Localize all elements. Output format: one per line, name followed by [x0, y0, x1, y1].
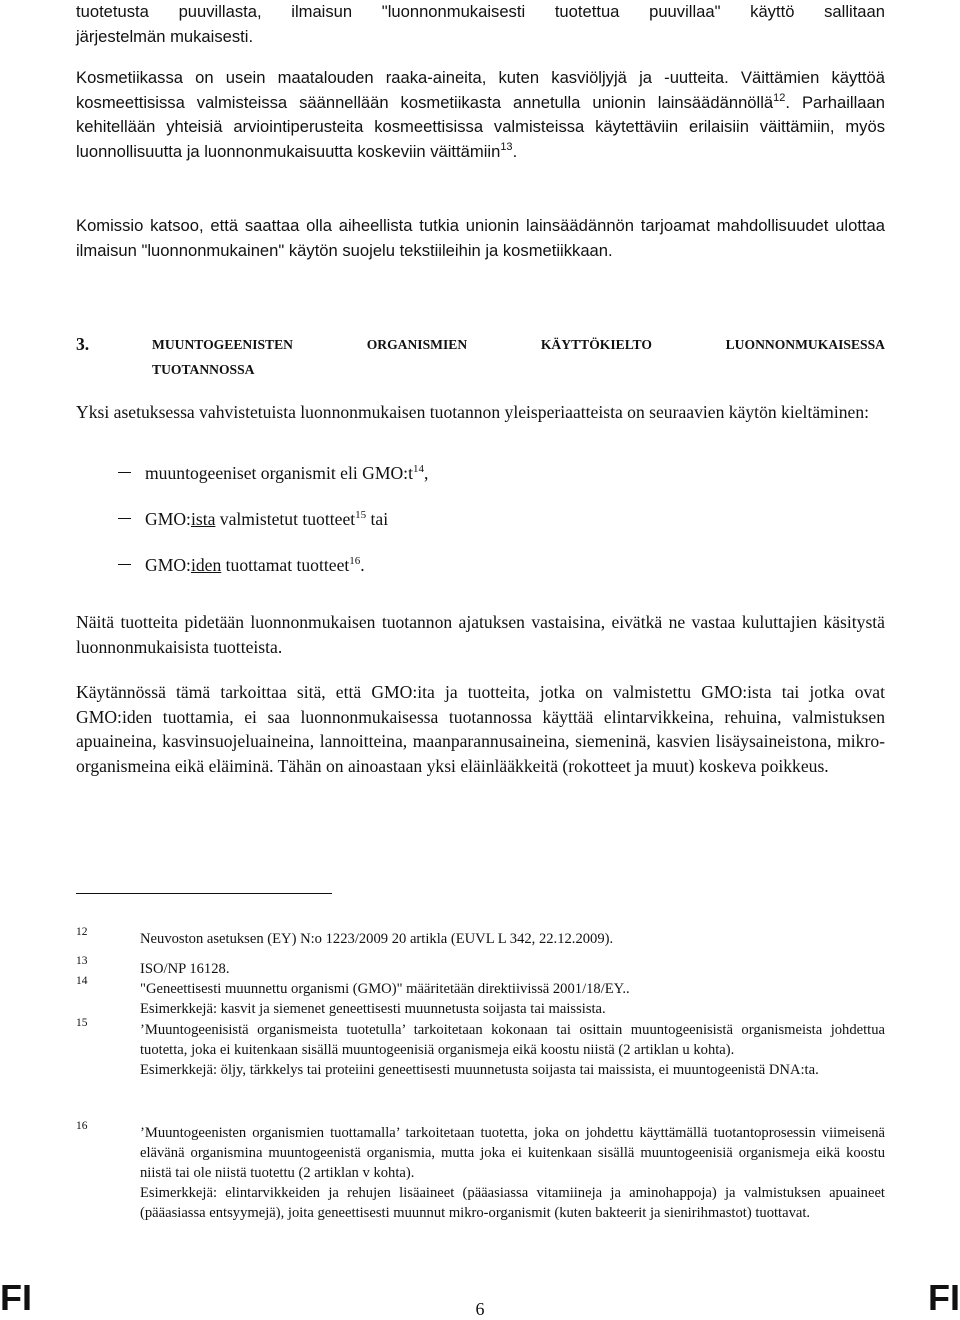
practice-paragraph: Käytännössä tämä tarkoittaa sitä, että GMO:ita ja tuotteita, jotka on valmistettu GMO:ista tai jotka ovat GMO:iden tuottamia, ei saa luonnonmukaisessa tuotannossa käyttää elintarvikkeina, rehuina, valmistuksen apuaineina, kasvinsuojeluaineina, lannoitteina, maanparannusaineina, siemeninä, kasvien lisäysaineistona, mikro-organismeina eikä eläiminä. Tähän on ainoastaan yksi eläinlääkkeitä (rokotteet ja muut) koskeva poikkeus.	[76, 682, 885, 776]
intro-paragraph: Yksi asetuksessa vahvistetuista luonnonmukaisen tuotannon yleisperiaatteista on seuraavien käytön kieltäminen:	[76, 402, 869, 422]
paragraph-text: .	[512, 141, 518, 161]
section-title-continued: TUOTANNOSSA	[152, 362, 255, 377]
footnote-15	[140, 1020, 885, 1080]
footnote-ref[interactable]: 13	[500, 140, 513, 153]
list-item-text: GMO:iden tuottamat tuotteet$^{16}$.	[145, 555, 365, 575]
footnote-ref[interactable]: 16	[349, 555, 361, 567]
dash-bullet	[118, 518, 131, 519]
footnote-number: 12	[76, 926, 88, 938]
footnote-line: Esimerkkejä: elintarvikkeiden ja rehujen lisäaineet (pääasiassa vitamiineja ja aminohappoja) ja valmistuksen apuaineet (pääasiassa entsyymejä), joita geneettisesti muunnut mikro-organismit (kuten bakteerit ja sienirihmastot) tuottavat.	[140, 1185, 885, 1221]
dash-bullet	[118, 564, 131, 565]
footnote-line: Esimerkkejä: kasvit ja siemenet geneettisesti muunnetusta soijasta tai maissista.	[140, 1001, 606, 1017]
footnote-line: Esimerkkejä: öljy, tärkkelys tai proteiini geneettisesti muunnetusta soijasta tai maissista, ei muuntogeenistä DNA:ta.	[140, 1062, 819, 1078]
footnote-13: ISO/NP 16128.	[140, 961, 230, 977]
language-code-right: FI	[928, 1277, 960, 1318]
paragraph-line: tuotetusta puuvillasta, ilmaisun "luonnonmukaisesti tuotettua puuvillaa" käyttö sallitaan	[76, 2, 885, 21]
list-item-text: muuntogeeniset organismit eli $GMO:t^{14}$,	[145, 463, 429, 483]
section-title: MUUNTOGEENISTEN ORGANISMIEN KÄYTTÖKIELTO LUONNONMUKAISESSA	[152, 337, 885, 352]
section-number: 3.	[76, 334, 90, 354]
footnote-ref[interactable]: 12	[773, 91, 786, 104]
footnote-line: ’Muuntogeenisistä organismeista tuotetulla’ tarkoitetaan kokonaan tai osittain muuntogeenisistä organismeista johdettua tuotetta, joka ei kuitenkaan sisällä muuntogeenisiä organismeja eikä koostu niistä (2 artiklan u kohta).	[140, 1022, 885, 1058]
footnote-number: 16	[76, 1120, 88, 1132]
footnote-16	[140, 1123, 885, 1223]
footnote-line: ’Muuntogeenisten organismien tuottamalla’ tarkoitetaan tuotetta, joka on johdettu käyttämällä tuotantoprosessin viimeisenä elävänä organismina muuntogeenistä organismia, mutta joka ei kuitenkaan sisällä muuntogeenisiä organismeja eikä koostu niistä tai ole niistä tuotettu (2 artiklan v kohta).	[140, 1125, 885, 1181]
language-code-left: FI	[0, 1277, 32, 1318]
consumer-paragraph: Näitä tuotteita pidetään luonnonmukaisen tuotannon ajatuksen vastaisina, eivätkä ne vastaa kuluttajien käsitystä luonnonmukaisista tuotteista.	[76, 612, 885, 657]
paragraph-text: . Parhaillaan kehitellään yhteisiä arviointiperusteita kosmeettisissa valmisteissa käytettäviin erilaisiin väittämiin, myös luonnollisuutta ja luonnonmukaisuutta koskeviin väittämiin	[76, 92, 885, 161]
footnote-12: Neuvoston asetuksen (EY) N:o 1223/2009 20 artikla (EUVL L 342, 22.12.2009).	[140, 931, 614, 947]
footnote-number: 13	[76, 955, 88, 967]
paragraph-text: Kosmetiikassa on usein maatalouden raaka-aineita, kuten kasviöljyjä ja -uutteita. Väittämien käyttöä kosmeettisissa valmisteissa säännellään kosmetiikasta annetulla unionin lainsäädännöllä	[76, 68, 885, 112]
footnote-number: 15	[76, 1017, 88, 1029]
commission-paragraph: Komissio katsoo, että saattaa olla aiheellista tutkia unionin lainsäädännön tarjoamat mahdollisuudet ulottaa ilmaisun "luonnonmukainen" käytön suojelu tekstiileihin ja kosmetiikkaan.	[76, 216, 885, 260]
footnote-separator	[76, 893, 332, 894]
footnote-line: "Geneettisesti muunnettu organismi (GMO)" määritetään direktiivissä 2001/18/EY..	[140, 981, 630, 997]
cosmetics-paragraph	[76, 66, 885, 164]
footnote-ref[interactable]: 15	[355, 509, 367, 521]
page-number: 6	[475, 1299, 485, 1319]
dash-bullet	[118, 472, 131, 473]
footnote-14	[140, 979, 885, 1019]
list-item-text: GMO:ista valmistetut tuotteet$^{15}$ tai	[145, 509, 389, 529]
continued-paragraph	[76, 0, 885, 49]
footnote-number: 14	[76, 975, 88, 987]
footnote-ref[interactable]: 14	[412, 463, 424, 475]
paragraph-line: järjestelmän mukaisesti.	[76, 26, 254, 46]
